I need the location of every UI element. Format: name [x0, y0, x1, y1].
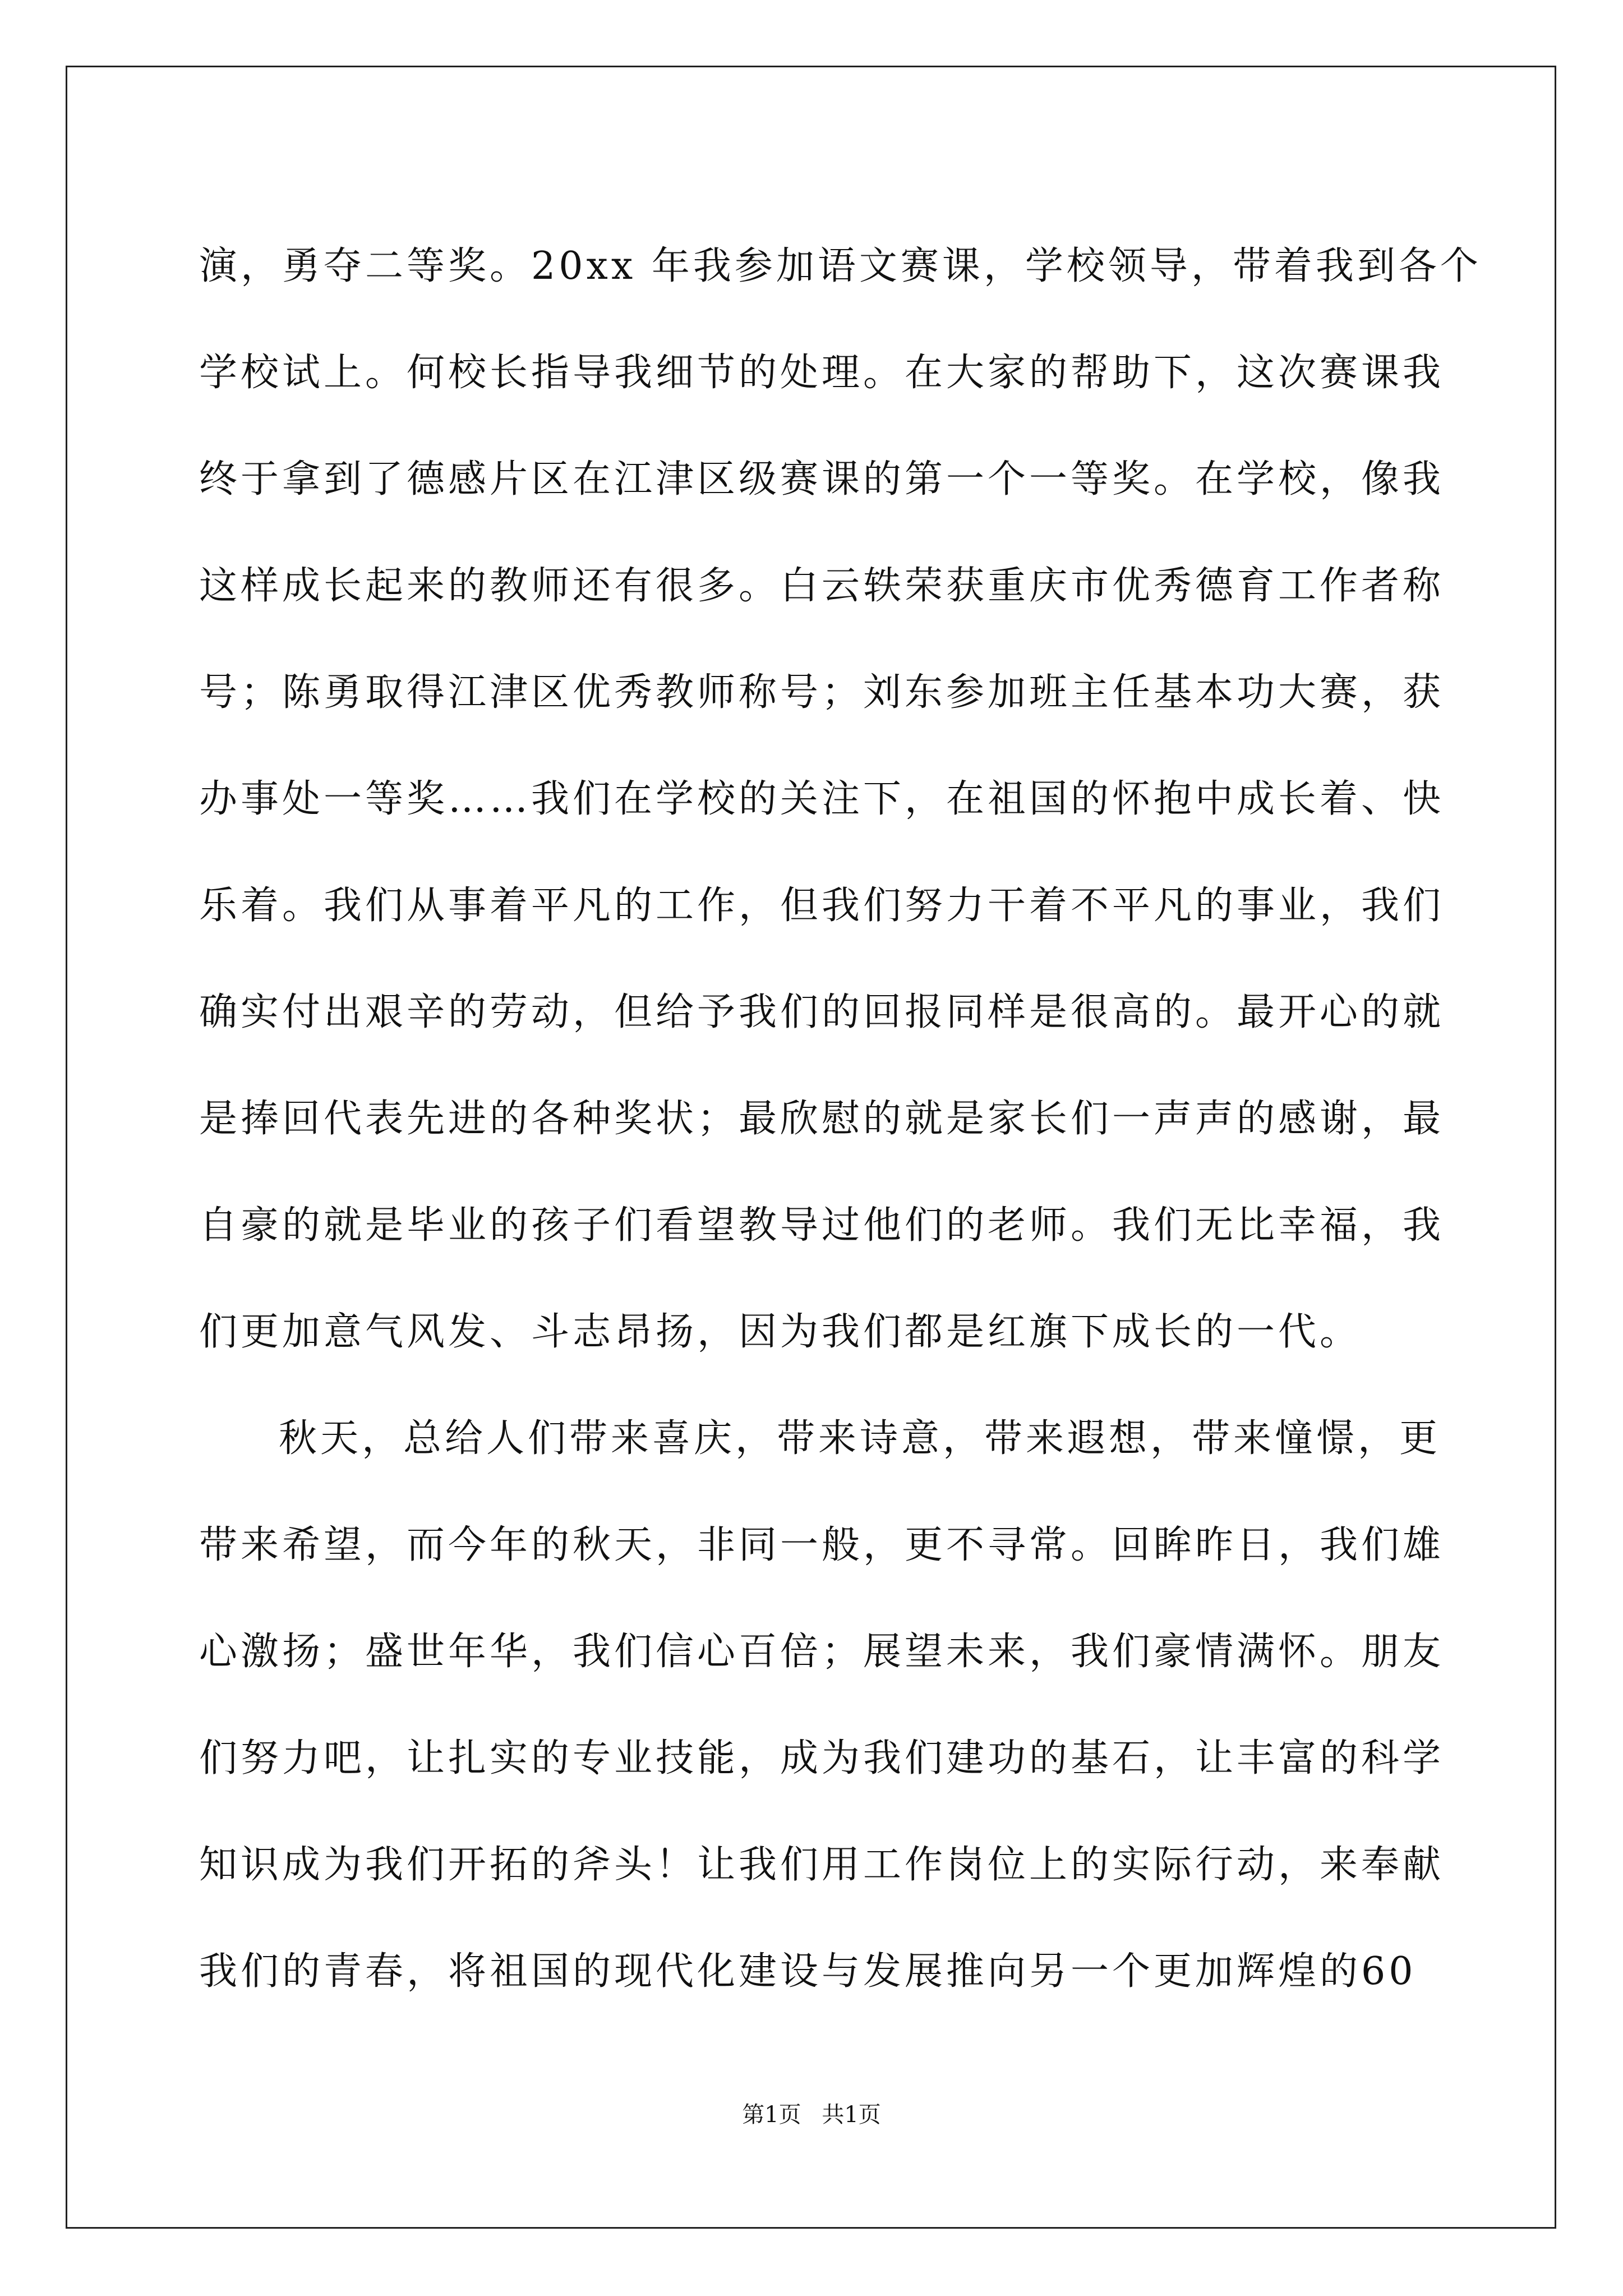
- text-line: 号；陈勇取得江津区优秀教师称号；刘东参加班主任基本功大赛，获: [199, 670, 1445, 715]
- text-line: 确实付出艰辛的劳动，但给予我们的回报同样是很高的。最开心的就: [199, 990, 1445, 1034]
- text-line: 是捧回代表先进的各种奖状；最欣慰的就是家长们一声声的感谢，最: [199, 1097, 1445, 1141]
- text-line: 演，勇夺二等奖。20xx 年我参加语文赛课，学校领导，带着我到各个: [199, 244, 1482, 288]
- text-line: 学校试上。何校长指导我细节的处理。在大家的帮助下，这次赛课我: [199, 351, 1445, 395]
- text-line: 这样成长起来的教师还有很多。白云轶荣获重庆市优秀德育工作者称: [199, 564, 1445, 608]
- text-line: 终于拿到了德感片区在江津区级赛课的第一个一等奖。在学校，像我: [199, 457, 1445, 501]
- text-line: 心激扬；盛世年华，我们信心百倍；展望未来，我们豪情满怀。朋友: [199, 1630, 1445, 1674]
- document-body: [199, 213, 1482, 2025]
- page-total: 共1页: [822, 2102, 881, 2128]
- paragraph-first-line: 秋天，总给人们带来喜庆，带来诗意，带来遐想，带来憧憬，更: [279, 1416, 1441, 1461]
- page-number: 第1页: [742, 2102, 801, 2128]
- text-line: 乐着。我们从事着平凡的工作，但我们努力干着不平凡的事业，我们: [199, 884, 1445, 928]
- text-line: 知识成为我们开拓的斧头！让我们用工作岗位上的实际行动，来奉献: [199, 1843, 1445, 1887]
- text-line: 们更加意气风发、斗志昂扬，因为我们都是红旗下成长的一代。: [199, 1310, 1362, 1354]
- text-line: 自豪的就是毕业的孩子们看望教导过他们的老师。我们无比幸福，我: [199, 1203, 1445, 1248]
- text-line: 我们的青春，将祖国的现代化建设与发展推向另一个更加辉煌的60: [199, 1949, 1417, 1994]
- text-line: 办事处一等奖……我们在学校的关注下，在祖国的怀抱中成长着、快: [199, 777, 1445, 821]
- page-footer: [0, 2098, 1623, 2132]
- text-line: 带来希望，而今年的秋天，非同一般，更不寻常。回眸昨日，我们雄: [199, 1523, 1445, 1567]
- text-line: 们努力吧，让扎实的专业技能，成为我们建功的基石，让丰富的科学: [199, 1736, 1445, 1780]
